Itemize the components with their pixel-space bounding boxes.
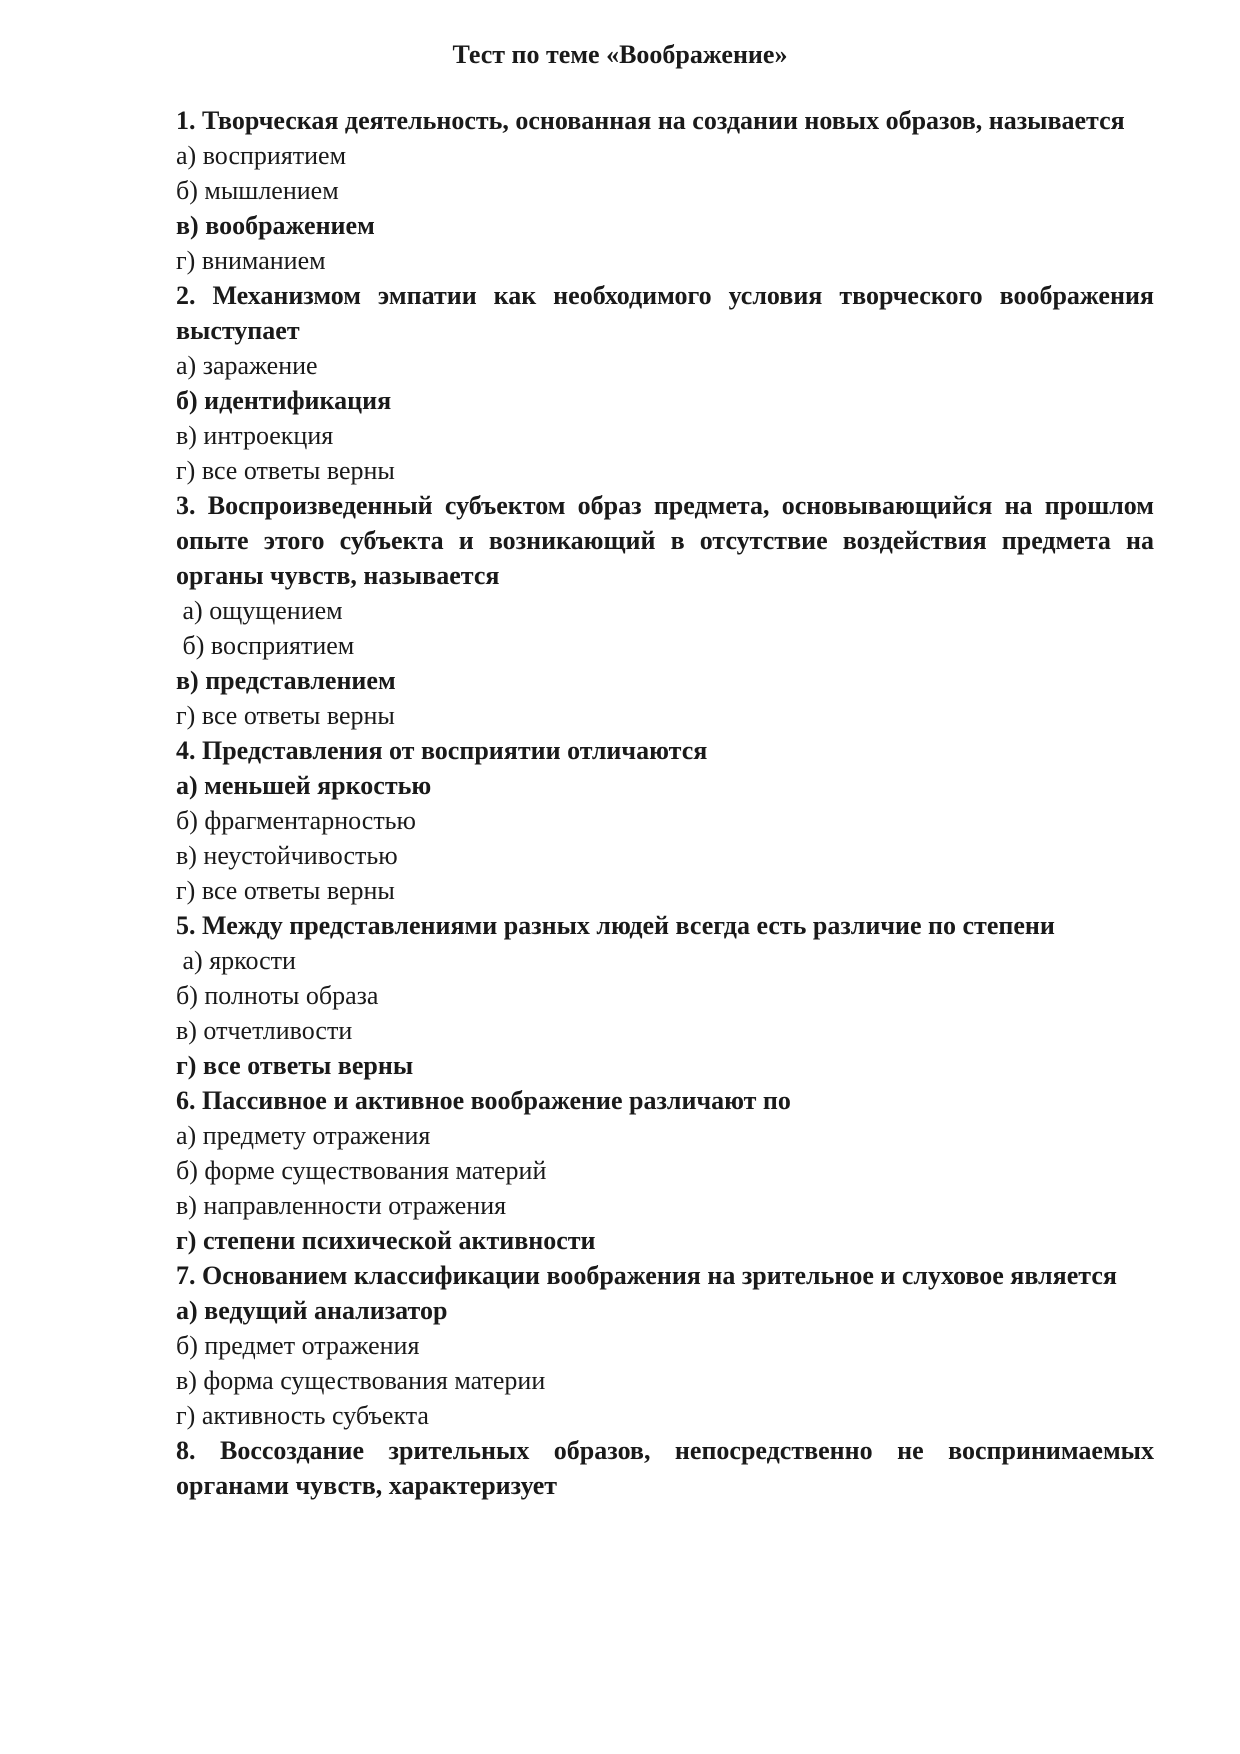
answer-option: г) вниманием — [176, 246, 326, 275]
answer-option-correct: б) идентификация — [176, 386, 392, 415]
answer-option-correct: г) все ответы верны — [176, 1051, 414, 1080]
answer-option: а) заражение — [176, 351, 318, 380]
answer-option: в) неустойчивостью — [176, 841, 398, 870]
answer-option: а) предмету отражения — [176, 1121, 431, 1150]
answer-option-correct: в) воображением — [176, 211, 375, 240]
question-text: 8. Воссоздание зрительных образов, непосредственно не воспринимаемых органами чувств, характеризует — [176, 1436, 1154, 1500]
question-4 — [176, 733, 1154, 908]
answer-option: г) все ответы верны — [176, 456, 395, 485]
question-7 — [176, 1258, 1154, 1433]
answer-option: а) восприятием — [176, 141, 347, 170]
answer-option: в) форма существования материи — [176, 1366, 546, 1395]
answer-option: г) все ответы верны — [176, 701, 395, 730]
answer-option: б) форме существования материй — [176, 1156, 547, 1185]
question-text: 6. Пассивное и активное воображение различают по — [176, 1086, 791, 1115]
question-text: 1. Творческая деятельность, основанная на создании новых образов, называется — [176, 106, 1125, 135]
answer-option-correct: в) представлением — [176, 666, 396, 695]
answer-option-correct: а) ведущий анализатор — [176, 1296, 448, 1325]
question-5 — [176, 908, 1154, 1083]
question-text: 3. Воспроизведенный субъектом образ предмета, основывающийся на прошлом опыте этого субъекта и возникающий в отсутствие воздействия предмета на органы чувств, называется — [176, 491, 1154, 590]
test-questions — [176, 103, 1154, 1503]
answer-option: г) активность субъекта — [176, 1401, 429, 1430]
answer-option: г) все ответы верны — [176, 876, 395, 905]
answer-option: б) полноты образа — [176, 981, 379, 1010]
answer-option: в) направленности отражения — [176, 1191, 507, 1220]
answer-option: а) ощущением — [176, 596, 343, 625]
question-text: 5. Между представлениями разных людей всегда есть различие по степени — [176, 911, 1055, 940]
question-1 — [176, 103, 1154, 278]
question-6 — [176, 1083, 1154, 1258]
page-title: Тест по теме «Воображение» — [452, 40, 788, 69]
answer-option-correct: а) меньшей яркостью — [176, 771, 432, 800]
answer-option: б) мышлением — [176, 176, 339, 205]
question-text: 4. Представления от восприятии отличаются — [176, 736, 708, 765]
answer-option: в) интроекция — [176, 421, 334, 450]
question-3 — [176, 488, 1154, 733]
question-text: 2. Механизмом эмпатии как необходимого условия творческого воображения выступает — [176, 281, 1154, 345]
answer-option: б) фрагментарностью — [176, 806, 416, 835]
answer-option-correct: г) степени психической активности — [176, 1226, 596, 1255]
answer-option: а) яркости — [176, 946, 296, 975]
answer-option: б) предмет отражения — [176, 1331, 420, 1360]
question-text: 7. Основанием классификации воображения на зрительное и слуховое является — [176, 1261, 1117, 1290]
answer-option: б) восприятием — [176, 631, 355, 660]
question-8 — [176, 1433, 1154, 1503]
answer-option: в) отчетливости — [176, 1016, 353, 1045]
question-2 — [176, 278, 1154, 488]
